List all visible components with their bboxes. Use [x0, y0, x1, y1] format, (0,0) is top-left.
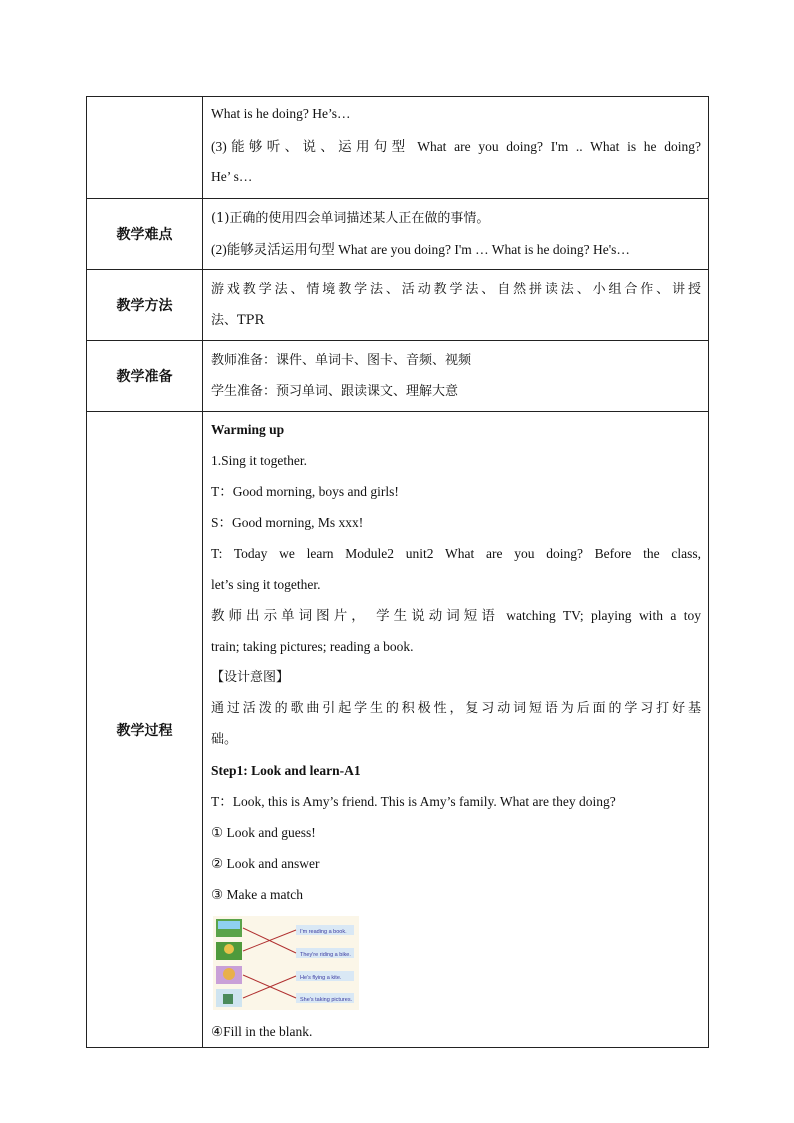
match-sentence: She's taking pictures. [300, 997, 353, 1003]
method-row [87, 270, 709, 341]
process-line: T：Look, this is Amy’s friend. This is Amy’s family. What are they doing? [211, 794, 616, 809]
preparation-label: 教学准备 [87, 341, 203, 412]
step1-title: Step1: Look and learn-A1 [211, 763, 361, 778]
process-line: T：Good morning, boys and girls! [211, 484, 399, 499]
objectives-row [87, 97, 709, 199]
process-content [203, 412, 709, 1048]
method-line: 法、TPR [211, 313, 265, 328]
difficulty-content [203, 199, 709, 270]
design-intent-title: 【设计意图】 [211, 670, 290, 685]
process-line: ④Fill in the blank. [211, 1024, 313, 1039]
objectives-label-cell [87, 97, 203, 199]
method-label: 教学方法 [87, 270, 203, 341]
difficulty-line: (2)能够灵活运用句型 What are you doing? I'm … What is he doing? He's… [211, 242, 630, 257]
difficulty-line: (1)正确的使用四会单词描述某人正在做的事情。 [211, 211, 490, 226]
preparation-line: 学生准备：预习单词、跟读课文、理解大意 [211, 384, 459, 399]
method-line: 游戏教学法、情境教学法、活动教学法、自然拼读法、小组合作、讲授 [211, 282, 701, 297]
preparation-line: 教师准备：课件、单词卡、图卡、音频、视频 [211, 353, 472, 368]
process-line: 通过活泼的歌曲引起学生的积极性，复习动词短语为后面的学习打好基 [211, 701, 701, 716]
process-label: 教学过程 [87, 412, 203, 1048]
match-sentence: They're riding a bike. [300, 952, 351, 958]
preparation-row [87, 341, 709, 412]
method-content [203, 270, 709, 341]
matching-exercise-image [213, 916, 359, 1010]
match-sentence: He's flying a kite. [300, 975, 342, 981]
process-line: ② Look and answer [211, 856, 320, 871]
process-line: ③ Make a match [211, 887, 303, 902]
lesson-plan-table [86, 96, 709, 1048]
process-line: S：Good morning, Ms xxx! [211, 515, 364, 530]
matching-exercise-illustration [213, 916, 359, 1010]
process-line: 教师出示单词图片， 学生说动词短语 watching TV; playing with a toy [211, 608, 701, 623]
process-line: ① Look and guess! [211, 825, 316, 840]
process-line: 础。 [211, 732, 238, 747]
process-line: train; taking pictures; reading a book. [211, 639, 414, 654]
difficulty-label: 教学难点 [87, 199, 203, 270]
objective-line: He’ s… [211, 169, 253, 184]
objective-line: (3)能够听、说、运用句型 What are you doing? I'm .. What is he doing? [211, 139, 701, 154]
difficulty-row [87, 199, 709, 270]
process-line: let’s sing it together. [211, 577, 321, 592]
match-sentence: I'm reading a book. [300, 929, 347, 935]
preparation-content [203, 341, 709, 412]
warming-title: Warming up [211, 422, 285, 437]
process-row [87, 412, 709, 1048]
process-line: 1.Sing it together. [211, 453, 307, 468]
objectives-content [203, 97, 709, 199]
process-line: T: Today we learn Module2 unit2 What are you doing? Before the class, [211, 546, 701, 561]
objective-line: What is he doing? He’s… [211, 106, 351, 121]
